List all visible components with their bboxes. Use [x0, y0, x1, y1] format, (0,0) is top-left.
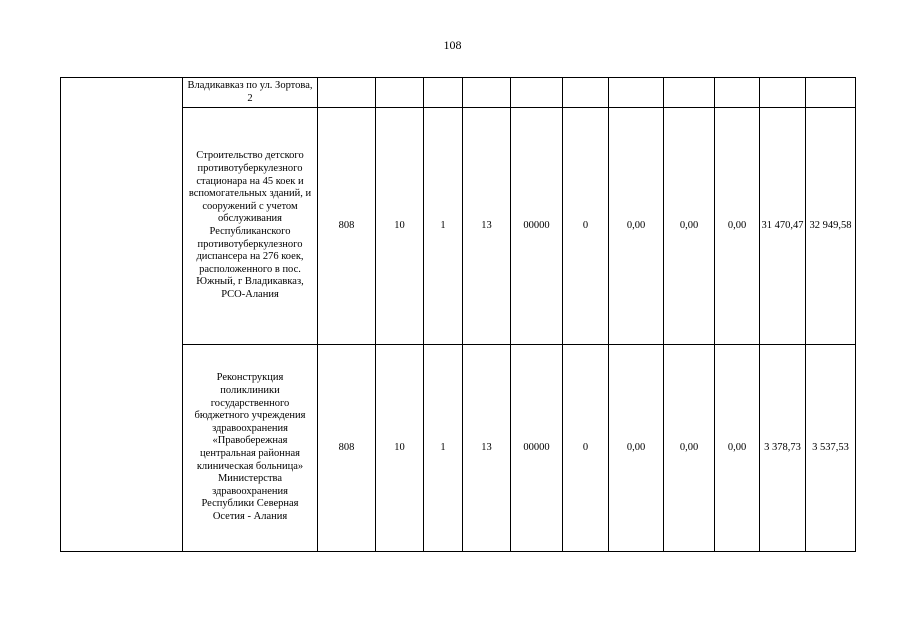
object-description: Владикавказ по ул. Зортова, 2 [183, 78, 318, 108]
cell-value-1: 0,00 [609, 345, 664, 552]
cell-value-4 [760, 78, 806, 108]
cell-subsection [424, 78, 463, 108]
object-description: Реконструкция поликлиники государственного бюджетного учреждения здравоохранения «Правобережная центральная районная клиническая больница» Министерства здравоохранения Республики Северная Осетия - Алания [183, 345, 318, 552]
cell-subsection: 1 [424, 108, 463, 345]
cell-type: 0 [563, 108, 609, 345]
cell-value-1: 0,00 [609, 108, 664, 345]
cell-section [376, 78, 424, 108]
cell-code: 808 [318, 345, 376, 552]
cell-section: 10 [376, 345, 424, 552]
cell-program [511, 78, 563, 108]
cell-value-4: 3 378,73 [760, 345, 806, 552]
cell-value-1 [609, 78, 664, 108]
cell-type [563, 78, 609, 108]
cell-value-5: 32 949,58 [806, 108, 856, 345]
budget-table [60, 77, 856, 552]
cell-article: 13 [463, 108, 511, 345]
cell-section: 10 [376, 108, 424, 345]
cell-type: 0 [563, 345, 609, 552]
cell-article: 13 [463, 345, 511, 552]
cell-value-3: 0,00 [715, 108, 760, 345]
cell-value-2 [664, 78, 715, 108]
cell-value-2: 0,00 [664, 345, 715, 552]
cell-program: 00000 [511, 345, 563, 552]
cell-value-5: 3 537,53 [806, 345, 856, 552]
cell-code: 808 [318, 108, 376, 345]
cell-value-3 [715, 78, 760, 108]
cell-value-5 [806, 78, 856, 108]
object-description: Строительство детского противотуберкулезного стационара на 45 коек и вспомогательных зданий, и сооружений с учетом обслуживания Республиканского противотуберкулезного диспансера на 276 коек, расположенного в пос. Южный, г Владикавказ, РСО-Алания [183, 108, 318, 345]
table-row [61, 78, 856, 108]
page-number: 108 [443, 38, 462, 52]
cell-article [463, 78, 511, 108]
cell-program: 00000 [511, 108, 563, 345]
cell-value-2: 0,00 [664, 108, 715, 345]
empty-cell [61, 78, 183, 552]
cell-code [318, 78, 376, 108]
cell-subsection: 1 [424, 345, 463, 552]
cell-value-4: 31 470,47 [760, 108, 806, 345]
cell-value-3: 0,00 [715, 345, 760, 552]
